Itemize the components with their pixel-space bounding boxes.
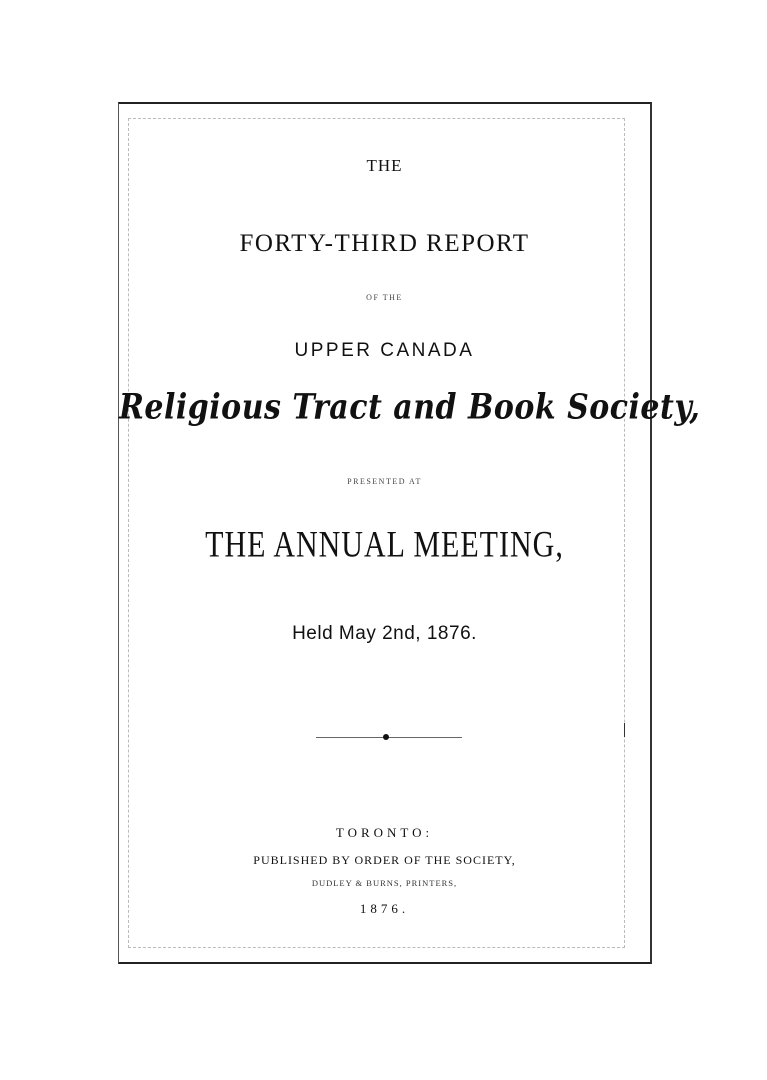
- imprint-year: 1876.: [359, 901, 410, 916]
- society-name: Religious Tract and Book Society,: [119, 387, 701, 428]
- imprint-city: TORONTO:: [335, 825, 434, 840]
- of-the-label: OF THE: [366, 293, 403, 302]
- heading-the: THE: [366, 156, 403, 175]
- meeting-date: Held May 2nd, 1876.: [292, 623, 477, 644]
- report-title: FORTY-THIRD REPORT: [239, 230, 530, 257]
- ornament-dot-icon: [383, 734, 389, 740]
- imprint-printers: DUDLEY & BURNS, PRINTERS,: [311, 878, 458, 888]
- margin-mark: [624, 723, 625, 737]
- presented-at-label: PRESENTED AT: [347, 477, 422, 486]
- ornament-rule: [316, 737, 462, 738]
- annual-meeting-title: THE ANNUAL MEETING,: [205, 523, 564, 565]
- imprint-publisher: PUBLISHED BY ORDER OF THE SOCIETY,: [253, 853, 516, 867]
- region-name: UPPER CANADA: [294, 340, 475, 361]
- title-page: [118, 102, 701, 964]
